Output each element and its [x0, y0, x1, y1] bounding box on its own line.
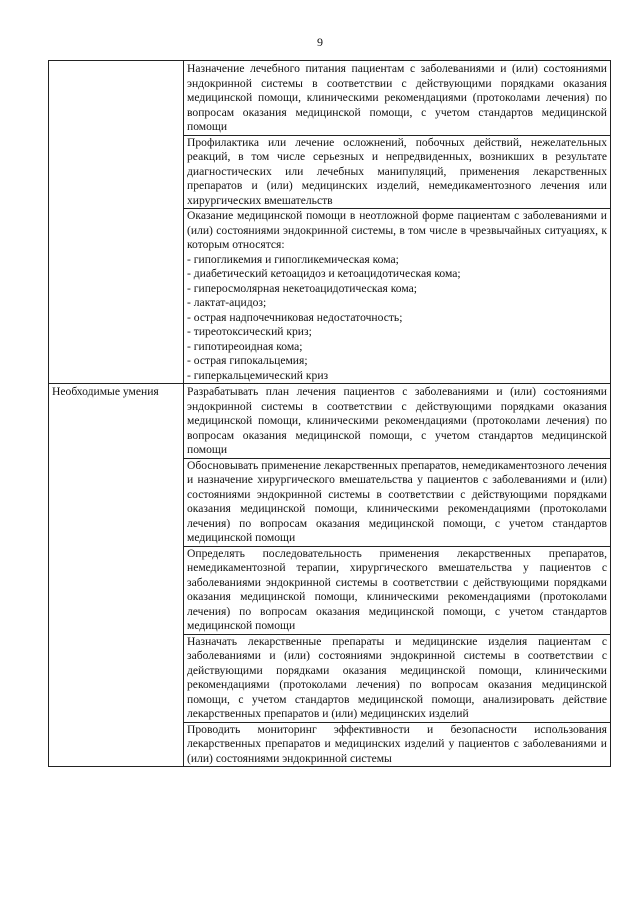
row-content [184, 384, 611, 767]
table-row [49, 61, 611, 384]
row-content [184, 61, 611, 384]
sub-item: - тиреотоксический криз; [187, 325, 312, 338]
list-item [184, 208, 610, 383]
sub-item: - лактат-ацидоз; [187, 296, 267, 309]
sub-item: - гиперкальцемический криз [187, 368, 329, 382]
sub-item: - диабетический кетоацидоз и кетоацидотическая кома; [187, 267, 461, 280]
list-item: Проводить мониторинг эффективности и безопасности использования лекарственных препаратов и медицинских изделий у пациентов с заболеваниями и (или) состояниями эндокринной системы [184, 722, 610, 767]
competency-table [48, 60, 611, 767]
list-item: Разрабатывать план лечения пациентов с заболеваниями и (или) состояниями эндокринной системы в соответствии с действующими порядками оказания медицинской помощи, клиническими рекомендациями (протоколами лечения) по вопросам оказания медицинской помощи, с учетом стандартов медицинской помощи [187, 385, 607, 456]
list-item: Профилактика или лечение осложнений, побочных действий, нежелательных реакций, в том числе серьезных и непредвиденных, возникших в результате диагностических или лечебных манипуляций, применения лекарственных препаратов и (или) медицинских изделий, немедикаментозного лечения или хирургических вмешательств [184, 135, 610, 209]
list-item: Назначение лечебного питания пациентам с заболеваниями и (или) состояниями эндокринной системы в соответствии с действующими порядками оказания медицинской помощи, клиническими рекомендациями (протоколами лечения) по вопросам оказания медицинской помощи, с учетом стандартов медицинской помощи [187, 62, 607, 133]
list-item: Определять последовательность применения лекарственных препаратов, немедикаментозной терапии, хирургического вмешательства у пациентов с заболеваниями эндокринной системы в соответствии с действующими порядками оказания медицинской помощи, клиническими рекомендациями (протоколами лечения) по вопросам оказания медицинской помощи, с учетом стандартов медицинской помощи [184, 546, 610, 634]
list-item-intro: Оказание медицинской помощи в неотложной форме пациентам с заболеваниями и (или) состояниями эндокринной системы, в том числе в чрезвычайных ситуациях, к которым относятся: [187, 209, 607, 251]
sub-item: - острая надпочечниковая недостаточность; [187, 310, 403, 324]
row-label: Необходимые умения [49, 384, 184, 767]
sub-item: - гипогликемия и гипогликемическая кома; [187, 252, 399, 266]
sub-item: - гиперосмолярная некетоацидотическая кома; [187, 281, 417, 295]
table-row [49, 384, 611, 767]
sub-item: - острая гипокальцемия; [187, 354, 308, 367]
list-item: Назначать лекарственные препараты и медицинские изделия пациентам с заболеваниями и (или) состояниями эндокринной системы в соответствии с действующими порядками оказания медицинской помощи, клиническими рекомендациями (протоколами лечения) по вопросам оказания медицинской помощи, с учетом стандартов медицинской помощи, анализировать действие лекарственных препаратов и (или) медицинских изделий [184, 634, 610, 722]
row-label [49, 61, 184, 384]
page-number: 9 [317, 35, 323, 49]
sub-item: - гипотиреоидная кома; [187, 339, 303, 353]
list-item: Обосновывать применение лекарственных препаратов, немедикаментозного лечения и назначение хирургического вмешательства у пациентов с заболеваниями и (или) состояниями эндокринной системы в соответствии с действующими порядками оказания медицинской помощи, клиническими рекомендациями (протоколами лечения) по вопросам оказания медицинской помощи, с учетом стандартов медицинской помощи [184, 458, 610, 546]
